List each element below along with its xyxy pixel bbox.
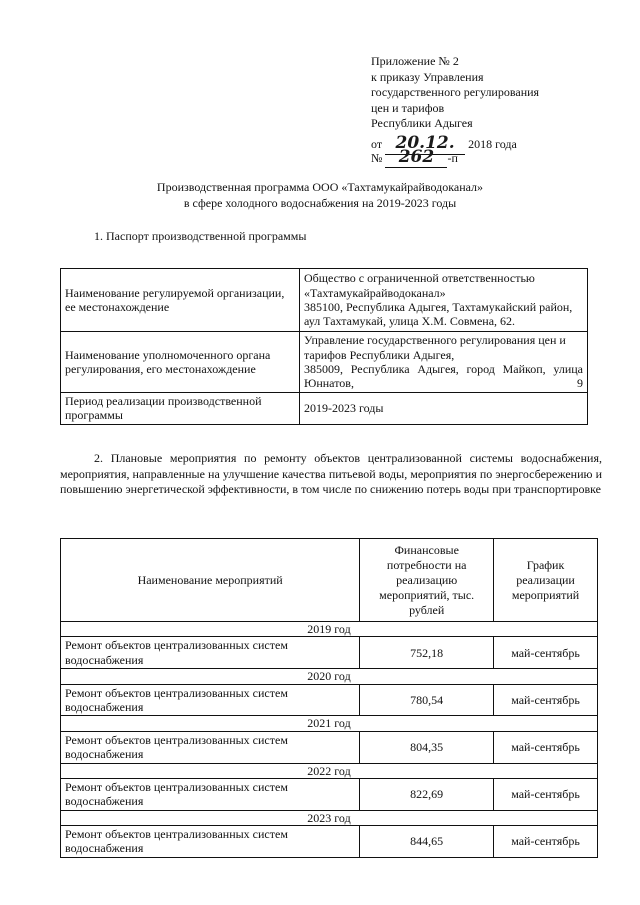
passport-table [60, 268, 588, 425]
appendix-header [371, 54, 631, 155]
measure-row [61, 731, 598, 763]
measures-table [60, 538, 598, 858]
measure-name: Ремонт объектов централизованных систем водоснабжения [61, 684, 360, 716]
passport-value-line: Управление государственного регулирования цен и тарифов Республики Адыгея, [304, 333, 566, 362]
measure-value: 844,65 [360, 826, 494, 858]
measure-row [61, 826, 598, 858]
measure-schedule: май-сентябрь [494, 826, 598, 858]
number-suffix: -п [447, 151, 458, 165]
order-number [371, 147, 458, 168]
passport-value-line: 385009, Республика Адыгея, город Майкоп, улица Юннатов, 9 [304, 362, 583, 391]
measure-row [61, 637, 598, 669]
measure-name: Ремонт объектов централизованных систем водоснабжения [61, 826, 360, 858]
appendix-line-3: государственного регулирования [371, 85, 540, 100]
year-label: 2019 год [61, 622, 598, 637]
measures-header-row [61, 539, 598, 622]
passport-label: Наименование регулируемой организации, ее местонахождение [61, 269, 300, 332]
measure-name: Ремонт объектов централизованных систем водоснабжения [61, 731, 360, 763]
passport-value-line: Общество с ограниченной ответственностью «Тахтамукайрайводоканал» [304, 271, 535, 300]
year-label: 2020 год [61, 669, 598, 684]
date-suffix: 2018 года [468, 136, 517, 151]
date-handwritten: 20.12. [395, 132, 455, 153]
header-name: Наименование мероприятий [61, 539, 360, 622]
passport-value-line: 385100, Республика Адыгея, Тахтамукайский район, аул Тахтамукай, улица Х.М. Совмена, 62. [304, 300, 573, 329]
year-label: 2021 год [61, 716, 598, 731]
title-line-2: в сфере холодного водоснабжения на 2019-2023 годы [183, 195, 457, 210]
measure-value: 780,54 [360, 684, 494, 716]
number-fill [385, 147, 447, 168]
title-line-1: Производственная программа ООО «Тахтамукайрайводоканал» [156, 180, 484, 194]
date-prefix: от [371, 136, 383, 151]
measure-value: 804,35 [360, 731, 494, 763]
header-finance: Финансовые потребности на реализацию мероприятий, тыс. рублей [360, 539, 494, 622]
passport-row-period [61, 393, 588, 425]
passport-value [300, 393, 588, 425]
measure-row [61, 778, 598, 810]
appendix-line-2: к приказу Управления [371, 69, 484, 84]
year-row [61, 810, 598, 825]
year-row [61, 622, 598, 637]
year-row [61, 669, 598, 684]
document-title [0, 180, 640, 211]
passport-value [300, 332, 588, 393]
appendix-line-4: цен и тарифов [371, 100, 445, 115]
measure-value: 752,18 [360, 637, 494, 669]
measure-schedule: май-сентябрь [494, 778, 598, 810]
year-row [61, 763, 598, 778]
measure-schedule: май-сентябрь [494, 731, 598, 763]
year-row [61, 716, 598, 731]
section2-paragraph: 2. Плановые мероприятия по ремонту объектов централизованной системы водоснабжения, мероприятия, направленные на улучшение качества питьевой воды, мероприятия по энергосбережению и повышению энергетической эффективности, в том числе по снижению потерь воды при транспортировке [60, 451, 602, 497]
number-prefix: № [371, 151, 383, 165]
year-label: 2022 год [61, 763, 598, 778]
passport-label: Период реализации производственной программы [61, 393, 300, 425]
appendix-line-1: Приложение № 2 [371, 54, 459, 68]
measure-name: Ремонт объектов централизованных систем водоснабжения [61, 778, 360, 810]
year-label: 2023 год [61, 810, 598, 825]
passport-row-regulator [61, 332, 588, 393]
number-handwritten: 262 [398, 147, 435, 167]
passport-row-organization [61, 269, 588, 332]
passport-value [300, 269, 588, 332]
measure-name: Ремонт объектов централизованных систем водоснабжения [61, 637, 360, 669]
appendix-line-5: Республики Адыгея [371, 116, 473, 131]
measure-schedule: май-сентябрь [494, 637, 598, 669]
measure-schedule: май-сентябрь [494, 684, 598, 716]
passport-label: Наименование уполномоченного органа регулирования, его местонахождение [61, 332, 300, 393]
measure-value: 822,69 [360, 778, 494, 810]
passport-value-line: 2019-2023 годы [304, 401, 384, 416]
section1-heading: 1. Паспорт производственной программы [94, 229, 307, 243]
measure-row [61, 684, 598, 716]
header-schedule: График реализации мероприятий [494, 539, 598, 622]
